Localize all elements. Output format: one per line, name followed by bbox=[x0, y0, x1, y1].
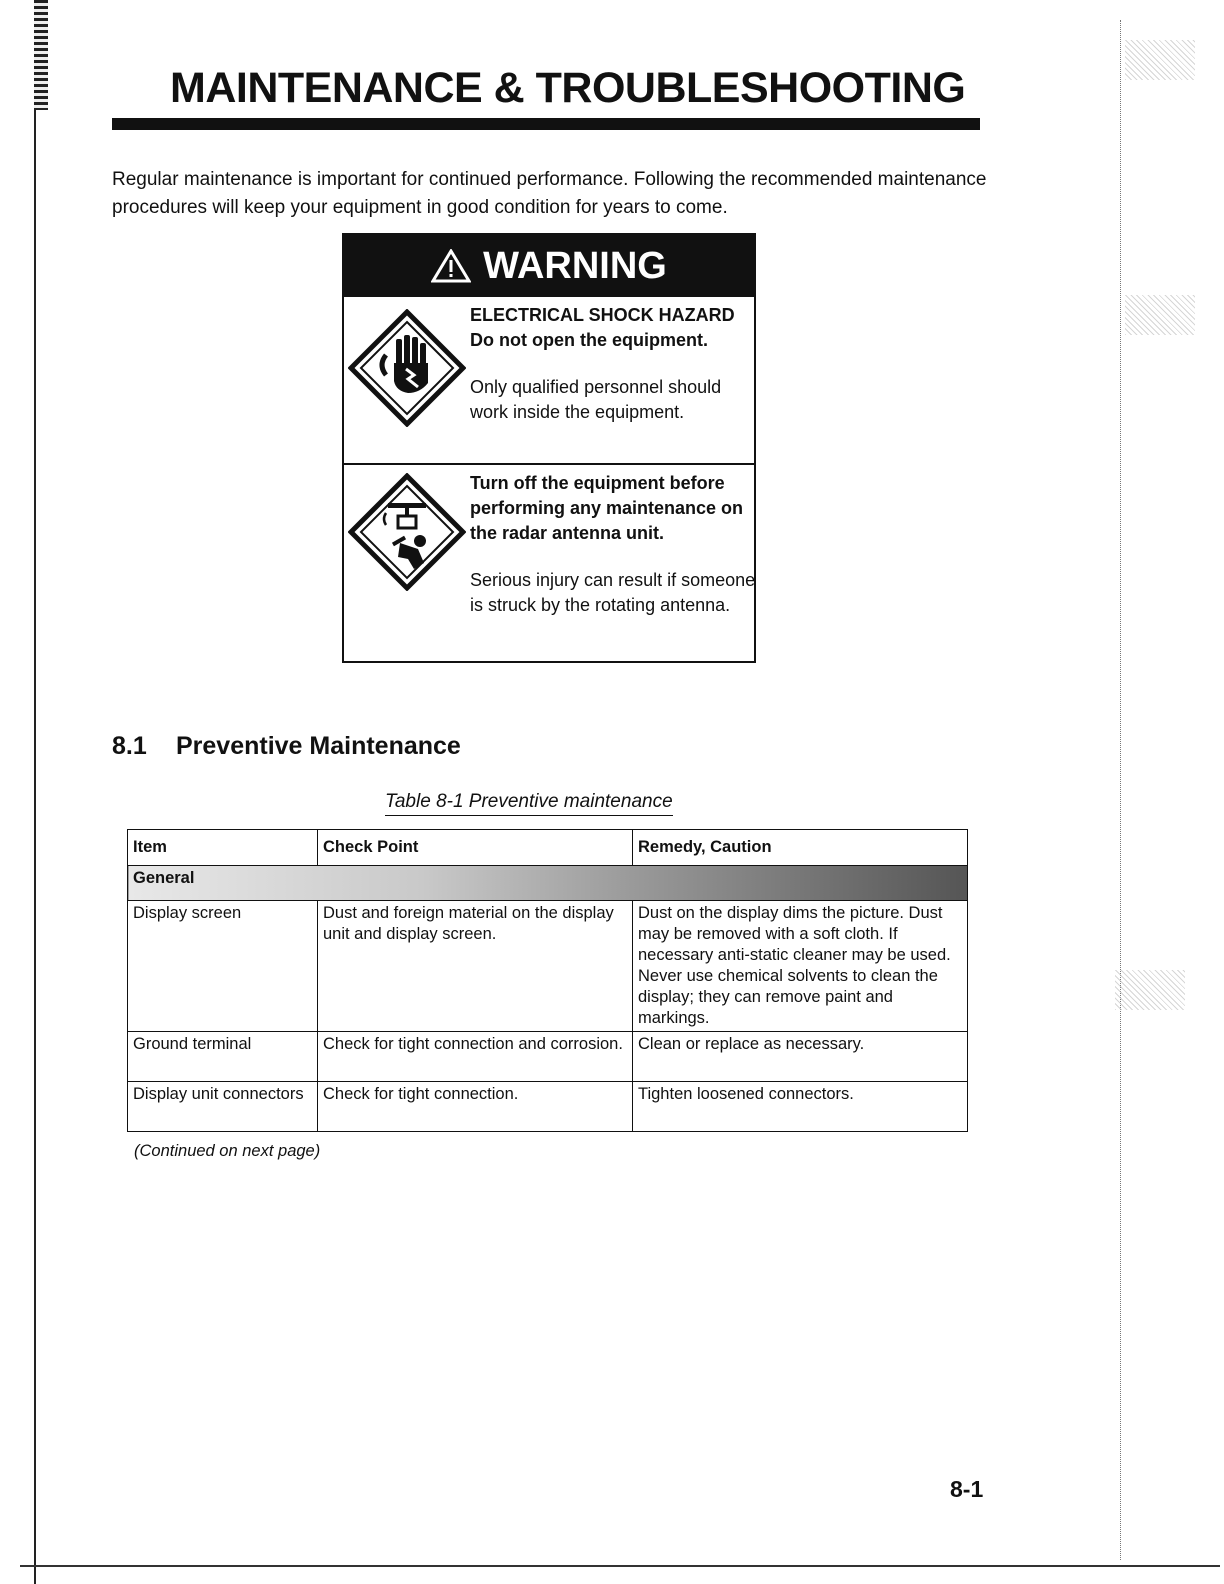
warning-bold-line: Do not open the equipment. bbox=[470, 330, 708, 350]
column-header: Remedy, Caution bbox=[633, 830, 968, 866]
page-title: MAINTENANCE & TROUBLESHOOTING bbox=[170, 64, 966, 112]
warning-triangle-icon bbox=[431, 249, 471, 283]
column-header: Item bbox=[128, 830, 318, 866]
table-row bbox=[128, 1032, 968, 1082]
table-cell-check: Check for tight connection. bbox=[318, 1082, 633, 1132]
warning-detail: Only qualified personnel should work inside the equipment. bbox=[470, 377, 722, 422]
electrical-shock-hand-icon bbox=[348, 309, 466, 432]
warning-text-antenna bbox=[470, 471, 760, 618]
scan-left-edge bbox=[34, 0, 36, 1584]
table-cell-item: Display unit connectors bbox=[128, 1082, 318, 1132]
title-rule bbox=[112, 118, 980, 130]
table-caption: Table 8-1 Preventive maintenance bbox=[385, 791, 673, 816]
warning-section-shock bbox=[344, 297, 754, 463]
section-title: Preventive Maintenance bbox=[176, 732, 461, 760]
table-cell-item: Ground terminal bbox=[128, 1032, 318, 1082]
scan-bottom-edge bbox=[20, 1565, 1220, 1567]
group-label bbox=[128, 866, 968, 901]
table-cell-item: Display screen bbox=[128, 901, 318, 1032]
warning-bold-line: ELECTRICAL SHOCK HAZARD bbox=[470, 305, 735, 325]
warning-box bbox=[342, 233, 756, 663]
section-heading bbox=[112, 732, 461, 761]
intro-paragraph: Regular maintenance is important for continued performance. Following the recommended maintenance procedures will keep your equipment in good condition for years to come. bbox=[112, 169, 987, 218]
scan-speckle bbox=[1125, 40, 1195, 80]
table-header-row bbox=[128, 830, 968, 866]
scan-speckle bbox=[1115, 970, 1185, 1010]
scan-speckle bbox=[1125, 295, 1195, 335]
table-row bbox=[128, 1082, 968, 1132]
table-cell-check: Dust and foreign material on the display unit and display screen. bbox=[318, 901, 633, 1032]
rotating-antenna-hazard-icon bbox=[348, 473, 466, 596]
group-label-text: General bbox=[133, 869, 195, 887]
maintenance-table bbox=[127, 829, 968, 1132]
table-group-row bbox=[128, 866, 968, 901]
warning-section-antenna bbox=[344, 463, 754, 665]
table-cell-check: Check for tight connection and corrosion. bbox=[318, 1032, 633, 1082]
warning-bold-line: Turn off the equipment before performing any maintenance on the radar antenna unit. bbox=[470, 473, 744, 543]
table-row bbox=[128, 901, 968, 1032]
warning-detail: Serious injury can result if someone is struck by the rotating antenna. bbox=[470, 570, 756, 615]
table-cell-remedy: Tighten loosened connectors. bbox=[633, 1082, 968, 1132]
page-number: 8-1 bbox=[950, 1476, 984, 1502]
column-header: Check Point bbox=[318, 830, 633, 866]
table-cell-remedy: Clean or replace as necessary. bbox=[633, 1032, 968, 1082]
warning-label: WARNING bbox=[483, 244, 667, 287]
warning-header bbox=[344, 235, 754, 297]
scan-binding-marks bbox=[34, 0, 48, 110]
warning-text-shock bbox=[470, 303, 760, 425]
section-number: 8.1 bbox=[112, 732, 147, 760]
continued-note: (Continued on next page) bbox=[134, 1142, 321, 1160]
scan-right-edge bbox=[1120, 20, 1122, 1560]
table-cell-remedy: Dust on the display dims the picture. Dust may be removed with a soft cloth. If necessary anti-static cleaner may be used. Never use chemical solvents to clean the display; they can remove paint and markings. bbox=[633, 901, 968, 1032]
